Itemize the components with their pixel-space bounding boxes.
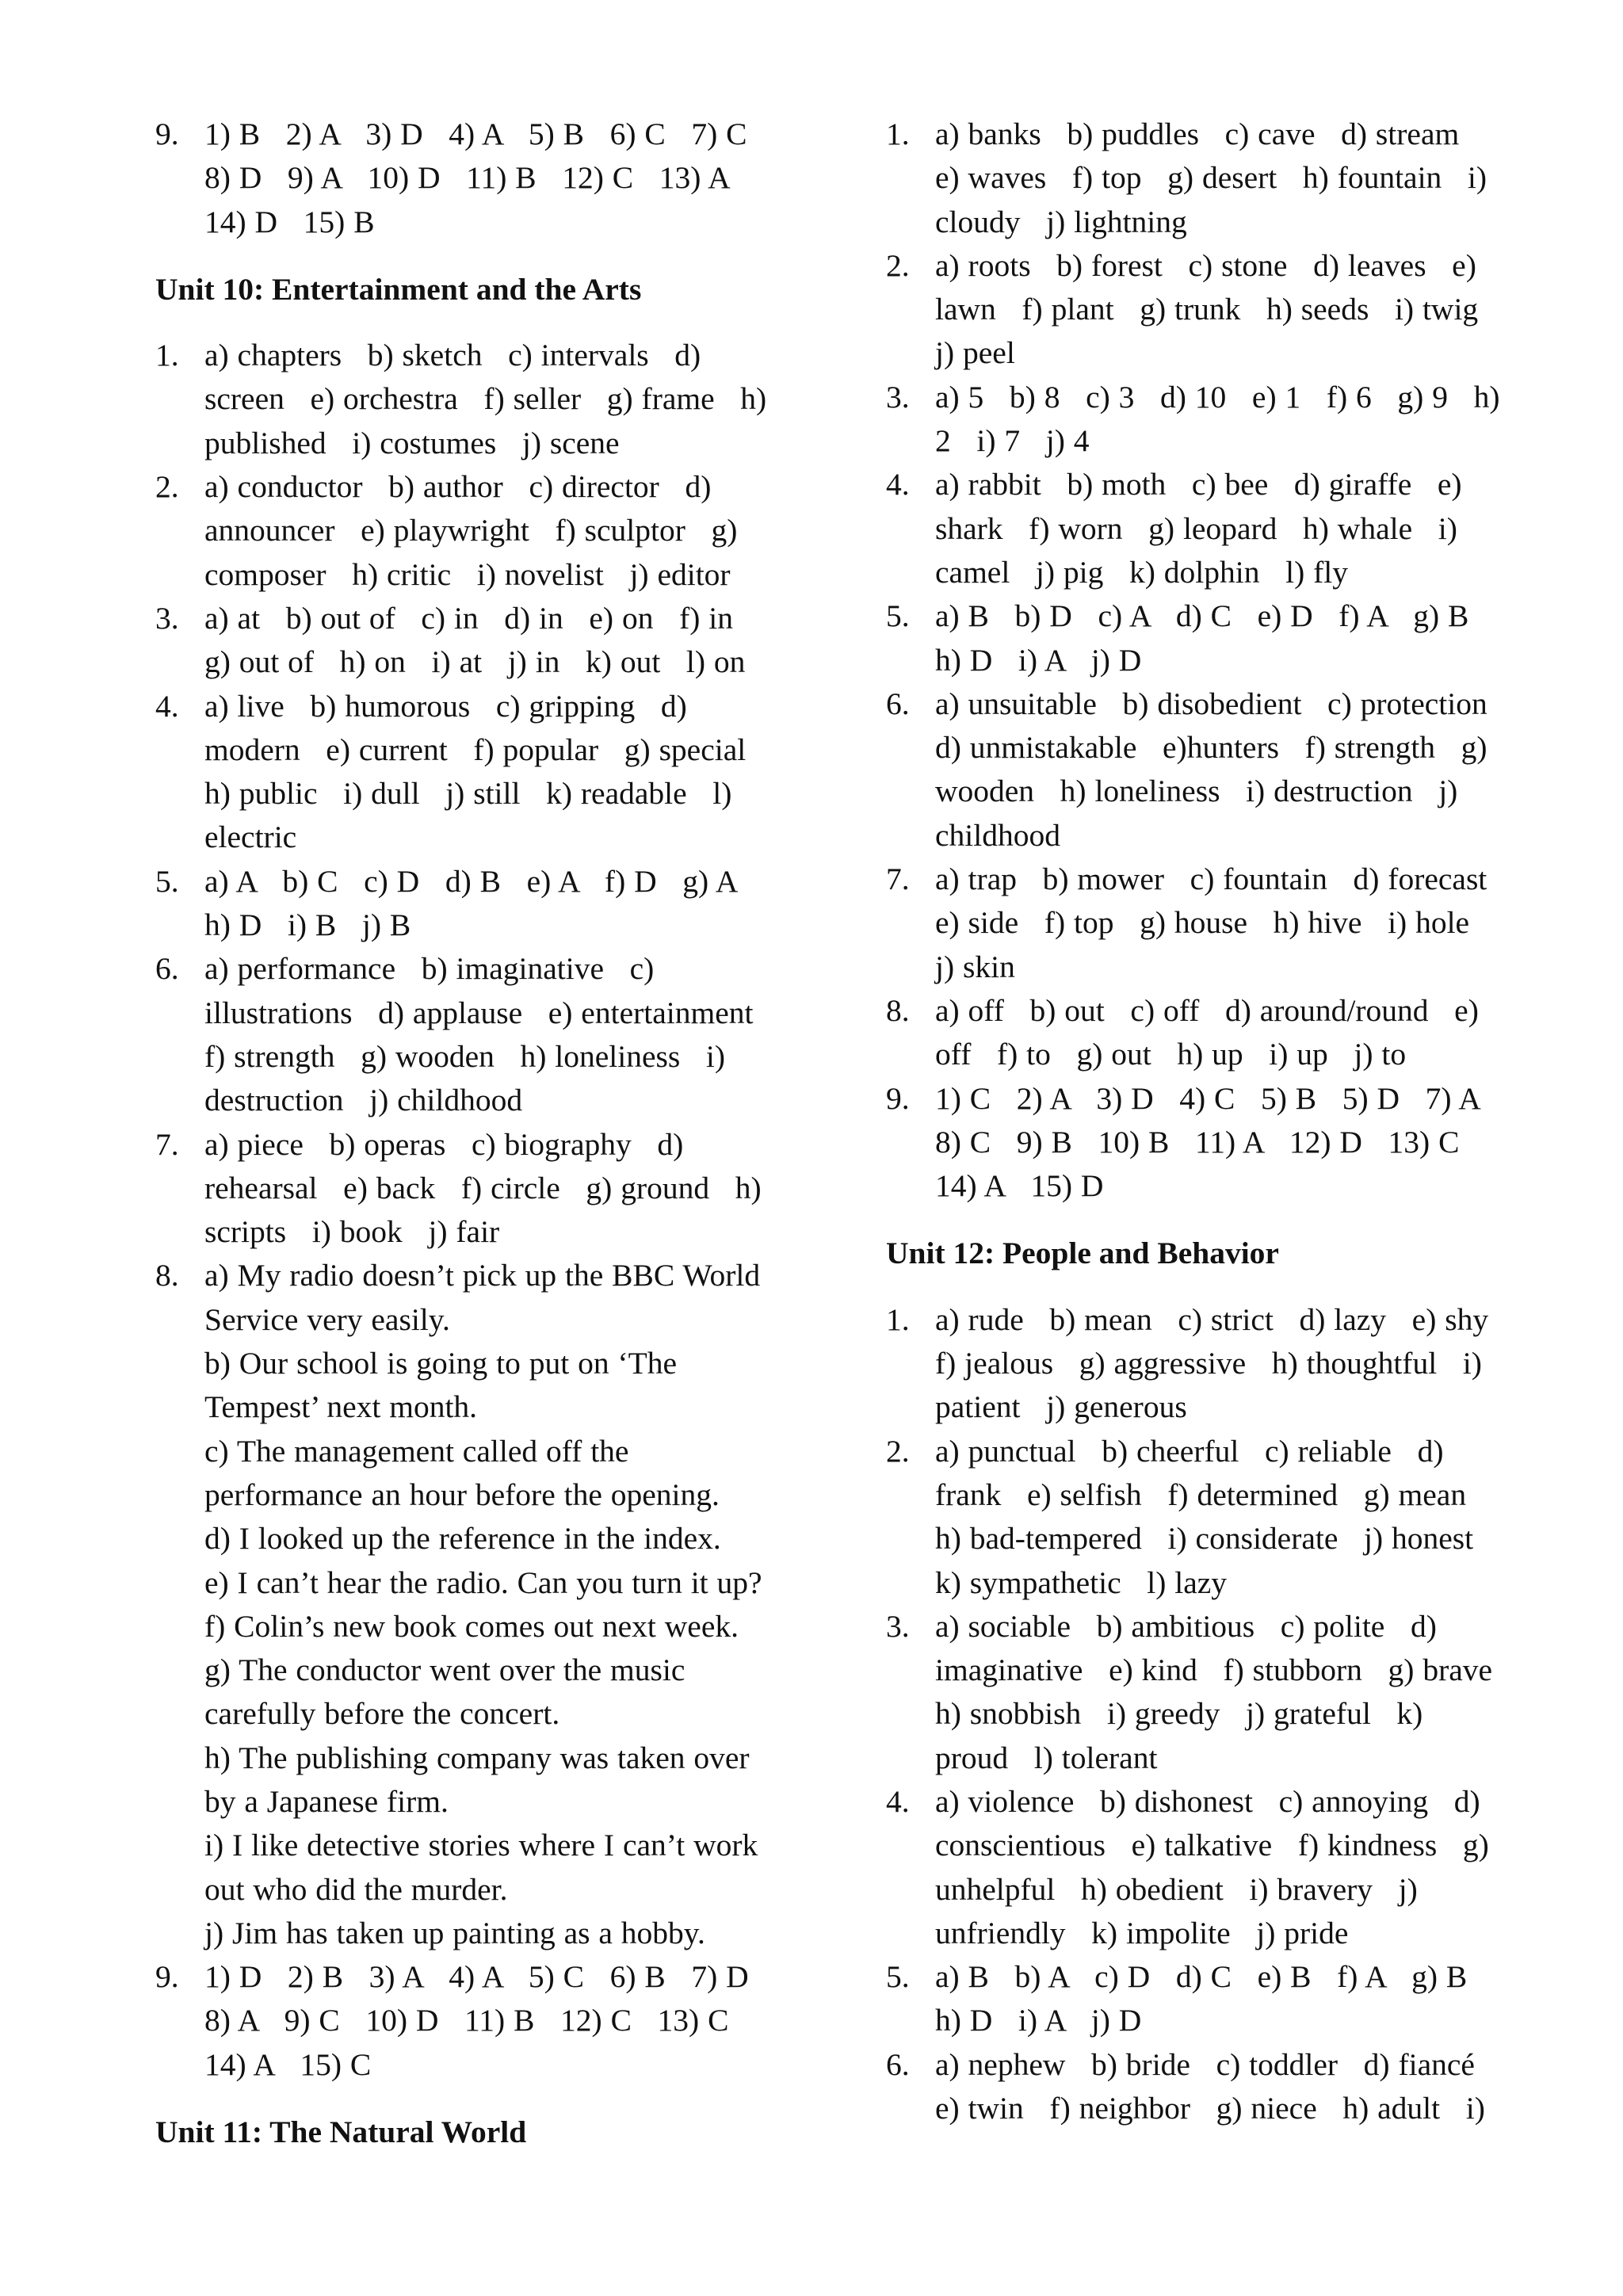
- answer-line: 8) A 9) C 10) D 11) B 12) C 13) C: [204, 2003, 729, 2038]
- answer-item: [155, 1955, 805, 2087]
- item-number: 7.: [155, 1126, 179, 1162]
- answer-line: h) D i) A j) D: [935, 642, 1142, 678]
- answer-line: a) banks b) puddles c) cave d) stream: [935, 117, 1460, 151]
- answer-item: [155, 465, 805, 597]
- answer-line: childhood: [935, 817, 1060, 853]
- answer-line: c) The management called off the: [204, 1433, 629, 1469]
- answer-line: composer h) critic i) novelist j) editor: [204, 556, 731, 592]
- answer-line: d) I looked up the reference in the index.: [204, 1521, 721, 1557]
- item-answers: [204, 947, 805, 1122]
- item-answers: [935, 1955, 1520, 2043]
- answer-line: j) Jim has taken up painting as a hobby.: [204, 1915, 705, 1950]
- answer-line: screen e) orchestra f) seller g) frame h): [204, 381, 767, 417]
- answer-line: h) D i) A j) D: [935, 2003, 1142, 2038]
- item-number: 7.: [886, 861, 910, 897]
- answer-line: h) public i) dull j) still k) readable l): [204, 776, 732, 812]
- item-answers: [935, 989, 1520, 1077]
- answer-line: a) at b) out of c) in d) in e) on f) in: [204, 600, 733, 636]
- item-number: 9.: [155, 117, 179, 151]
- answer-item: [886, 1077, 1520, 1209]
- answer-line: 8) C 9) B 10) B 11) A 12) D 13) C: [935, 1124, 1460, 1159]
- item-number: 3.: [886, 1608, 910, 1644]
- item-number: 4.: [886, 467, 910, 502]
- answer-line: e) side f) top g) house h) hive i) hole: [935, 905, 1470, 941]
- answer-item: [155, 860, 805, 948]
- item-number: 6.: [886, 2046, 910, 2082]
- item-number: 6.: [155, 951, 179, 987]
- answer-line: wooden h) loneliness i) destruction j): [935, 774, 1458, 809]
- answer-line: f) jealous g) aggressive h) thoughtful i): [935, 1346, 1482, 1381]
- answer-item: [886, 1955, 1520, 2043]
- answer-line: a) piece b) operas c) biography d): [204, 1126, 684, 1162]
- answer-line: modern e) current f) popular g) special: [204, 732, 747, 767]
- answer-line: illustrations d) applause e) entertainment: [204, 995, 754, 1030]
- answer-item: [886, 858, 1520, 989]
- answer-line: b) Our school is going to put on ‘The: [204, 1346, 678, 1381]
- item-answers: [935, 113, 1520, 244]
- item-answers: [935, 463, 1520, 594]
- answer-line: unfriendly k) impolite j) pride: [935, 1915, 1349, 1950]
- answer-item: [886, 682, 1520, 858]
- item-answers: [935, 244, 1520, 376]
- answer-item: [886, 1780, 1520, 1955]
- answer-line: announcer e) playwright f) sculptor g): [204, 513, 738, 548]
- item-answers: [935, 858, 1520, 989]
- section-heading: Unit 12: People and Behavior: [886, 1236, 1279, 1271]
- item-number: 3.: [886, 379, 910, 415]
- answer-line: 1) B 2) A 3) D 4) A 5) B 6) C 7) C: [204, 117, 747, 151]
- answer-line: a) live b) humorous c) gripping d): [204, 688, 687, 724]
- item-answers: [935, 594, 1520, 682]
- answer-line: unhelpful h) obedient i) bravery j): [935, 1871, 1418, 1907]
- answer-line: f) Colin’s new book comes out next week.: [204, 1608, 739, 1644]
- item-answers: [935, 2043, 1520, 2131]
- answer-line: a) performance b) imaginative c): [204, 951, 655, 987]
- answer-line: 2 i) 7 j) 4: [935, 423, 1090, 459]
- answer-line: scripts i) book j) fair: [204, 1214, 500, 1250]
- answer-item: [886, 113, 1520, 244]
- answer-line: d) unmistakable e)hunters f) strength g): [935, 730, 1487, 766]
- item-number: 8.: [155, 1258, 179, 1293]
- answer-item: [155, 685, 805, 860]
- answer-line: camel j) pig k) dolphin l) fly: [935, 554, 1349, 590]
- answer-line: 14) A 15) D: [935, 1168, 1104, 1204]
- answer-item: [886, 1605, 1520, 1780]
- answer-line: shark f) worn g) leopard h) whale i): [935, 510, 1457, 546]
- answer-line: carefully before the concert.: [204, 1696, 560, 1732]
- item-number: 3.: [155, 600, 179, 636]
- answer-line: a) conductor b) author c) director d): [204, 469, 712, 505]
- answer-line: f) strength g) wooden h) loneliness i): [204, 1038, 726, 1074]
- item-number: 1.: [886, 1301, 910, 1337]
- answer-line: j) peel: [935, 335, 1015, 371]
- answer-line: electric: [204, 819, 297, 855]
- answer-item: [155, 1254, 805, 1955]
- answer-line: a) unsuitable b) disobedient c) protection: [935, 686, 1487, 721]
- item-answers: [204, 685, 805, 860]
- item-number: 2.: [155, 469, 179, 505]
- item-number: 1.: [886, 117, 910, 151]
- item-number: 2.: [886, 247, 910, 283]
- answer-line: a) My radio doesn’t pick up the BBC World: [204, 1258, 761, 1293]
- answer-line: Service very easily.: [204, 1301, 450, 1337]
- answer-item: [155, 947, 805, 1122]
- answer-line: out who did the murder.: [204, 1871, 508, 1907]
- item-number: 5.: [886, 1959, 910, 1995]
- answer-line: k) sympathetic l) lazy: [935, 1564, 1228, 1600]
- answer-line: a) rude b) mean c) strict d) lazy e) shy: [935, 1301, 1489, 1337]
- answer-line: conscientious e) talkative f) kindness g): [935, 1828, 1489, 1863]
- answer-item: [886, 2043, 1520, 2131]
- answer-line: 1) C 2) A 3) D 4) C 5) B 5) D 7) A: [935, 1080, 1481, 1116]
- answer-line: off f) to g) out h) up i) up j) to: [935, 1037, 1407, 1072]
- answer-line: a) trap b) mower c) fountain d) forecast: [935, 861, 1487, 897]
- item-number: 1.: [155, 338, 179, 373]
- answer-line: h) D i) B j) B: [204, 907, 411, 943]
- item-answers: [204, 597, 805, 685]
- answer-line: published i) costumes j) scene: [204, 425, 620, 460]
- item-answers: [204, 860, 805, 948]
- item-answers: [204, 113, 805, 244]
- answer-line: a) punctual b) cheerful c) reliable d): [935, 1433, 1444, 1469]
- answer-item: [886, 376, 1520, 464]
- answer-line: g) The conductor went over the music: [204, 1652, 685, 1688]
- answer-item: [155, 113, 805, 244]
- answer-line: by a Japanese firm.: [204, 1783, 449, 1819]
- answer-line: e) waves f) top g) desert h) fountain i): [935, 160, 1487, 196]
- answer-line: 8) D 9) A 10) D 11) B 12) C 13) A: [204, 160, 731, 196]
- answer-line: lawn f) plant g) trunk h) seeds i) twig: [935, 292, 1479, 327]
- answer-item: [155, 334, 805, 465]
- answer-line: e) I can’t hear the radio. Can you turn it up?: [204, 1564, 762, 1600]
- answer-line: imaginative e) kind f) stubborn g) brave: [935, 1652, 1493, 1688]
- right-column: [886, 113, 1520, 2130]
- answer-line: a) rabbit b) moth c) bee d) giraffe e): [935, 467, 1462, 502]
- item-number: 4.: [886, 1783, 910, 1819]
- item-answers: [935, 1077, 1520, 1209]
- item-answers: [935, 682, 1520, 858]
- answer-line: 1) D 2) B 3) A 4) A 5) C 6) B 7) D: [204, 1959, 749, 1995]
- answer-line: destruction j) childhood: [204, 1083, 523, 1118]
- section-heading: Unit 11: The Natural World: [155, 2115, 527, 2150]
- section-heading: Unit 10: Entertainment and the Arts: [155, 271, 642, 307]
- item-answers: [204, 334, 805, 465]
- item-answers: [935, 1298, 1520, 1430]
- answer-item: [886, 463, 1520, 594]
- answer-line: a) B b) A c) D d) C e) B f) A g) B: [935, 1959, 1468, 1995]
- item-number: 9.: [886, 1080, 910, 1116]
- item-number: 9.: [155, 1959, 179, 1995]
- item-answers: [935, 1605, 1520, 1780]
- answer-line: frank e) selfish f) determined g) mean: [935, 1477, 1467, 1512]
- answer-line: patient j) generous: [935, 1389, 1187, 1425]
- item-answers: [935, 1430, 1520, 1605]
- answer-line: cloudy j) lightning: [935, 204, 1187, 239]
- item-answers: [935, 376, 1520, 464]
- item-answers: [204, 1254, 805, 1955]
- answer-line: performance an hour before the opening.: [204, 1477, 720, 1512]
- answer-line: rehearsal e) back f) circle g) ground h): [204, 1170, 762, 1205]
- answer-item: [155, 1123, 805, 1255]
- answer-line: i) I like detective stories where I can’t work: [204, 1828, 758, 1863]
- answer-line: h) bad-tempered i) considerate j) honest: [935, 1521, 1474, 1557]
- item-answers: [935, 1780, 1520, 1955]
- answer-line: a) chapters b) sketch c) intervals d): [204, 338, 701, 373]
- answer-line: a) roots b) forest c) stone d) leaves e): [935, 247, 1476, 283]
- answer-line: a) nephew b) bride c) toddler d) fiancé: [935, 2046, 1475, 2082]
- item-number: 5.: [155, 863, 179, 899]
- item-number: 5.: [886, 598, 910, 634]
- answer-line: h) The publishing company was taken over: [204, 1740, 750, 1775]
- answer-line: a) off b) out c) off d) around/round e): [935, 992, 1479, 1028]
- item-answers: [204, 465, 805, 597]
- answer-item: [886, 1430, 1520, 1605]
- item-number: 4.: [155, 688, 179, 724]
- item-answers: [204, 1955, 805, 2087]
- answer-item: [886, 244, 1520, 376]
- answer-item: [155, 597, 805, 685]
- answer-line: 14) D 15) B: [204, 204, 375, 239]
- answer-line: j) skin: [935, 949, 1015, 984]
- answer-line: a) B b) D c) A d) C e) D f) A g) B: [935, 598, 1469, 634]
- answer-line: proud l) tolerant: [935, 1740, 1158, 1775]
- answer-line: a) 5 b) 8 c) 3 d) 10 e) 1 f) 6 g) 9 h): [935, 379, 1500, 415]
- answer-item: [886, 989, 1520, 1077]
- answer-line: g) out of h) on i) at j) in k) out l) on: [204, 644, 746, 680]
- answer-line: 14) A 15) C: [204, 2046, 372, 2082]
- answer-item: [886, 594, 1520, 682]
- answer-line: e) twin f) neighbor g) niece h) adult i): [935, 2091, 1485, 2126]
- answer-line: a) sociable b) ambitious c) polite d): [935, 1608, 1437, 1644]
- item-number: 8.: [886, 992, 910, 1028]
- item-number: 6.: [886, 686, 910, 721]
- answer-item: [886, 1298, 1520, 1430]
- answer-line: a) A b) C c) D d) B e) A f) D g) A: [204, 863, 739, 899]
- left-column: [155, 113, 805, 2176]
- answer-line: h) snobbish i) greedy j) grateful k): [935, 1696, 1423, 1732]
- answer-line: Tempest’ next month.: [204, 1389, 478, 1425]
- item-number: 2.: [886, 1433, 910, 1469]
- item-answers: [204, 1123, 805, 1255]
- answer-line: a) violence b) dishonest c) annoying d): [935, 1783, 1480, 1819]
